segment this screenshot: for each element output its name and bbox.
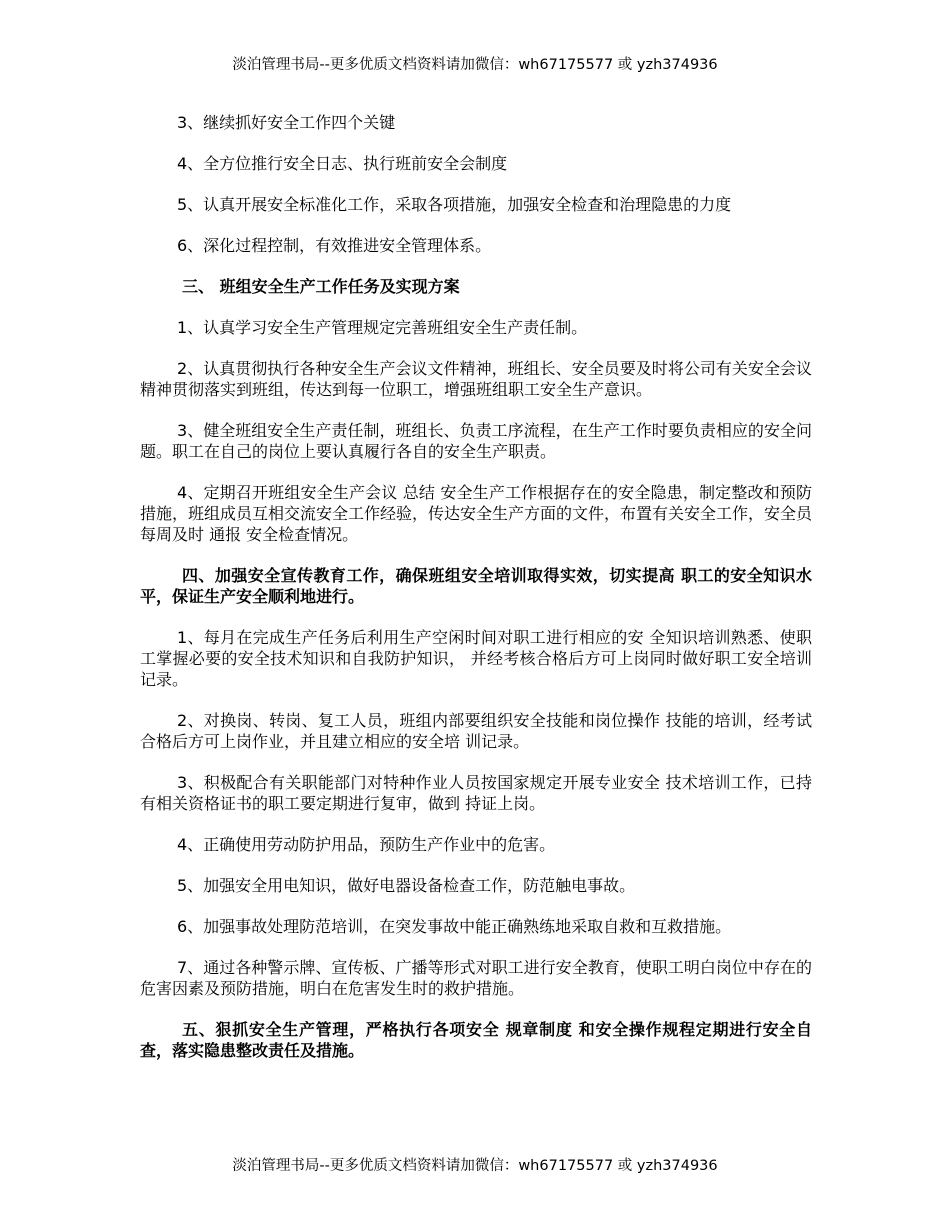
paragraph: 4、正确使用劳动防护用品，预防生产作业中的危害。 [177, 835, 556, 854]
paragraph: 4、定期召开班组安全生产会议 总结 安全生产工作根据存在的安全隐患，制定整改和预防措施，班组成员互相交流安全工作经验，传达安全生产方面的文件，布置有关安全工作，安全员每周及时 通报 安全检查情况。 [140, 483, 813, 544]
paragraph: 3、继续抓好安全工作四个关键 [177, 113, 396, 132]
paragraph: 1、每月在完成生产任务后利用生产空闲时间对职工进行相应的安 全知识培训熟悉、使职工掌握必要的安全技术知识和自我防护知识， 并经考核合格后方可上岗同时做好职工安全培训记录。 [140, 628, 812, 689]
page-footer: 淡泊管理书局--更多优质文档资料请加微信：wh67175577 或 yzh374936 [232, 1158, 718, 1174]
paragraph: 5、加强安全用电知识，做好电器设备检查工作，防范触电事故。 [177, 876, 636, 895]
page-header: 淡泊管理书局--更多优质文档资料请加微信：wh67175577 或 yzh374936 [232, 57, 718, 73]
paragraph: 2、对换岗、转岗、复工人员，班组内部要组织安全技能和岗位操作 技能的培训，经考试合格后方可上岗作业，并且建立相应的安全培 训记录。 [140, 711, 812, 751]
paragraph: 1、认真学习安全生产管理规定完善班组安全生产责任制。 [177, 318, 588, 337]
section-heading: 三、 班组安全生产工作任务及实现方案 [182, 277, 460, 296]
paragraph: 4、全方位推行安全日志、执行班前安全会制度 [177, 154, 508, 173]
paragraph: 6、深化过程控制，有效推进安全管理体系。 [177, 236, 492, 255]
document-body [140, 112, 812, 1081]
paragraph: 3、积极配合有关职能部门对特种作业人员按国家规定开展专业安全 技术培训工作，已持有相关资格证书的职工要定期进行复审，做到 持证上岗。 [140, 773, 812, 813]
paragraph: 3、健全班组安全生产责任制，班组长、负责工序流程，在生产工作时要负责相应的安全问题。职工在自己的岗位上要认真履行各自的安全生产职责。 [140, 421, 812, 461]
section-heading: 四、加强安全宣传教育工作，确保班组安全培训取得实效，切实提高 职工的安全知识水平，保证生产安全顺利地进行。 [140, 566, 812, 606]
paragraph: 7、通过各种警示牌、宣传板、广播等形式对职工进行安全教育，使职工明白岗位中存在的危害因素及预防措施，明白在危害发生时的救护措施。 [140, 958, 812, 998]
paragraph: 6、加强事故处理防范培训，在突发事故中能正确熟练地采取自救和互救措施。 [177, 917, 732, 936]
paragraph: 5、认真开展安全标准化工作，采取各项措施，加强安全检查和治理隐患的力度 [177, 195, 732, 214]
section-heading: 五、狠抓安全生产管理，严格执行各项安全 规章制度 和安全操作规程定期进行安全自查，落实隐患整改责任及措施。 [140, 1020, 812, 1060]
paragraph: 2、认真贯彻执行各种安全生产会议文件精神，班组长、安全员要及时将公司有关安全会议精神贯彻落实到班组，传达到每一位职工，增强班组职工安全生产意识。 [140, 359, 812, 399]
